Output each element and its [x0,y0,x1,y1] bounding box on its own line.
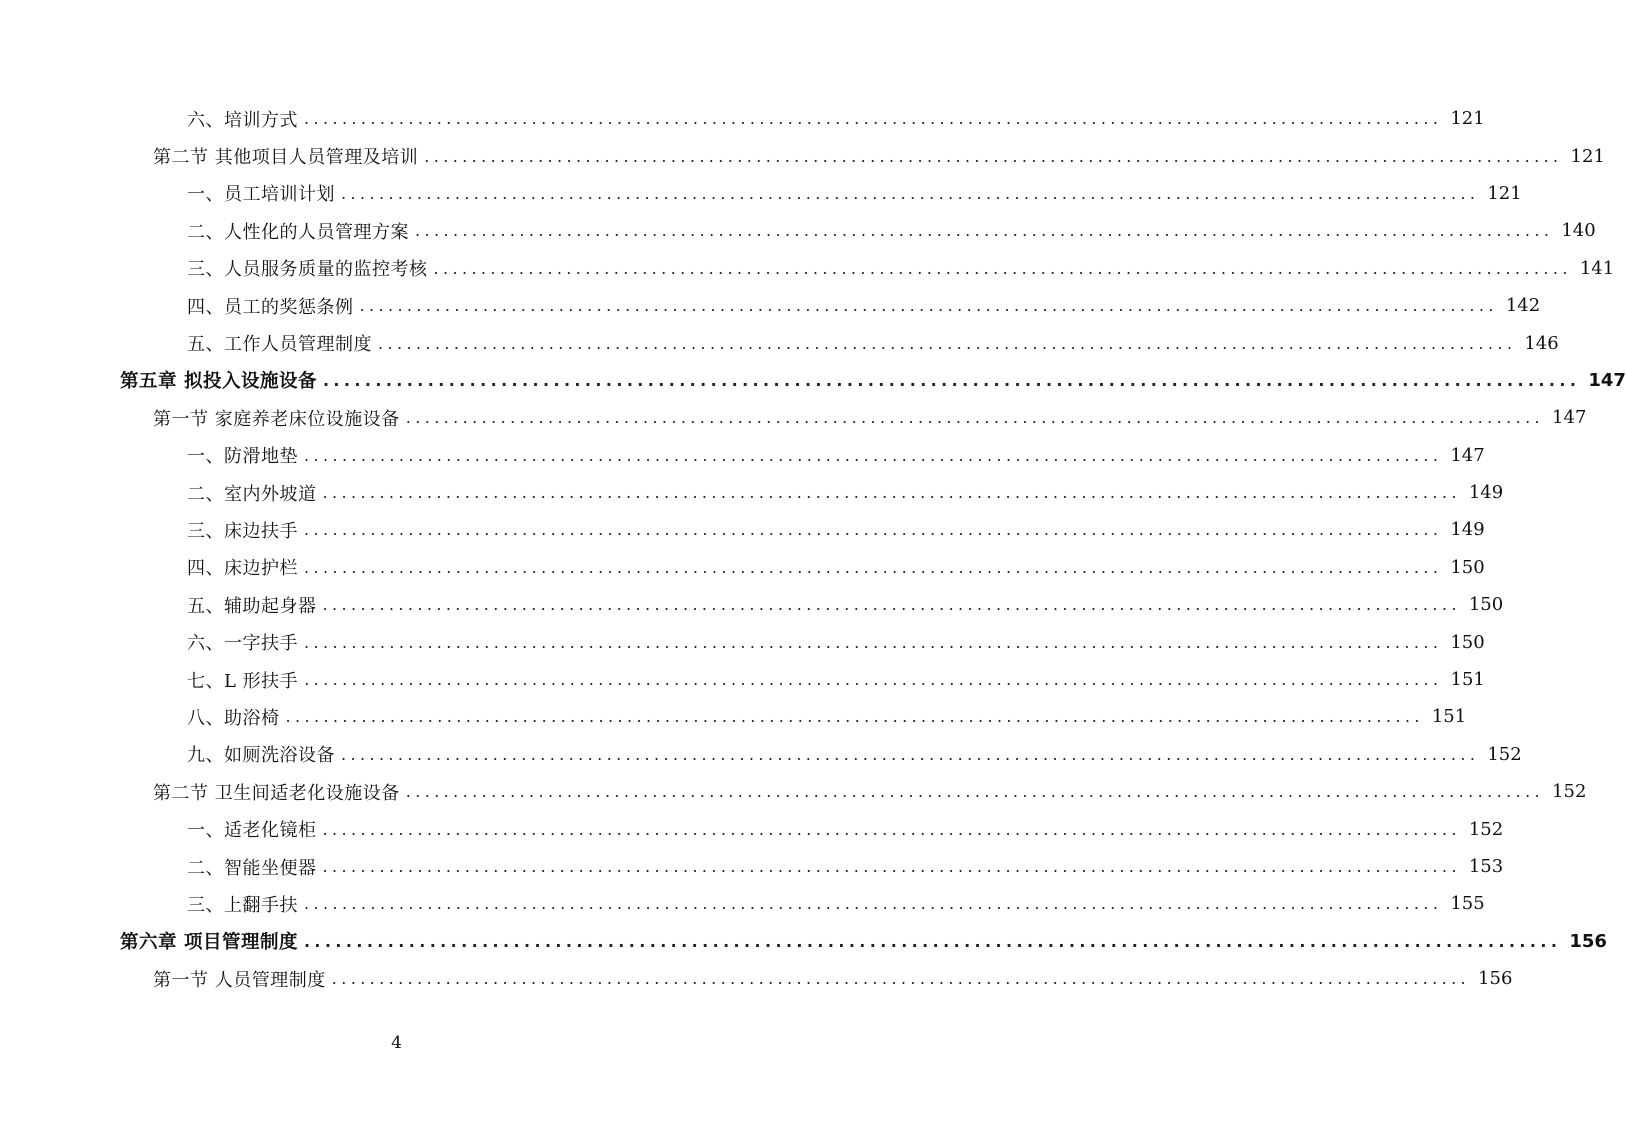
toc-entry-item[interactable] [0,623,1485,660]
toc-entry-item[interactable] [0,100,1485,137]
toc-entry-page: 142 [1505,295,1541,317]
toc-entry-section[interactable] [0,773,1587,810]
toc-entry-item[interactable] [0,885,1485,922]
toc-entry-page: 140 [1561,220,1596,242]
toc-leader-dots: ........................................................................................................................ [341,744,1480,764]
toc-entry-section[interactable] [0,960,1513,997]
toc-entry-item[interactable] [0,586,1504,623]
toc-entry-title: 一、防滑地垫 [187,446,298,468]
toc-entry-title: 七、L 形扶手 [187,670,299,692]
page-number: 4 [391,1033,402,1053]
toc-leader-dots: ........................................................................................................................ [405,408,1545,428]
toc-entry-page: 152 [1468,818,1504,840]
toc-entry-item[interactable] [0,287,1541,324]
toc-leader-dots: ........................................................................................................................ [424,146,1563,166]
toc-entry-title: 二、室内外坡道 [187,483,317,505]
toc-leader-dots: ........................................................................................................................ [378,333,1517,353]
toc-leader-dots: ........................................................................................................................ [331,969,1471,989]
toc-entry-item[interactable] [0,324,1559,361]
toc-entry-page: 150 [1450,556,1485,578]
toc-entry-section[interactable] [0,399,1587,436]
toc-entry-item[interactable] [0,661,1485,698]
toc-entry-title: 第六章 项目管理制度 [120,932,298,954]
toc-leader-dots: ........................................................................................................................ [322,819,1461,839]
toc-entry-title: 九、如厕洗浴设备 [187,745,335,767]
toc-leader-dots: ........................................................................................................................ [304,445,1443,465]
toc-entry-page: 147 [1450,444,1485,466]
toc-leader-dots: ........................................................................................................................ [303,931,1562,951]
toc-leader-dots: ........................................................................................................................ [341,183,1480,203]
toc-leader-dots: ........................................................................................................................ [322,857,1461,876]
toc-entry-item[interactable] [0,474,1504,511]
toc-entry-item[interactable] [0,736,1522,773]
toc-leader-dots: ........................................................................................................................ [322,483,1461,503]
toc-entry-section[interactable] [0,137,1605,174]
toc-leader-dots: ........................................................................................................................ [415,221,1554,241]
toc-entry-page: 121 [1570,145,1605,167]
toc-entry-page: 156 [1478,968,1513,990]
toc-leader-dots: ........................................................................................................................ [322,595,1461,615]
toc-entry-title: 一、员工培训计划 [187,184,335,206]
toc-entry-item[interactable] [0,212,1596,249]
toc-entry-page: 151 [1431,706,1467,728]
toc-entry-page: 149 [1468,482,1504,504]
toc-leader-dots: ........................................................................................................................ [304,109,1443,129]
toc-entry-page: 150 [1468,594,1504,616]
toc-leader-dots: ........................................................................................................................ [285,707,1424,727]
toc-entry-title: 四、员工的奖惩条例 [187,296,354,318]
table-of-contents [0,100,1626,997]
toc-entry-title: 五、工作人员管理制度 [187,334,372,356]
toc-entry-item[interactable] [0,250,1615,287]
toc-entry-item[interactable] [0,175,1522,212]
toc-entry-title: 二、智能坐便器 [187,857,317,879]
toc-entry-chapter[interactable] [0,923,1607,960]
toc-entry-title: 六、一字扶手 [187,633,298,655]
toc-entry-page: 149 [1450,519,1485,541]
toc-leader-dots: ........................................................................................................................ [304,557,1443,577]
toc-entry-title: 三、上翻手扶 [187,894,298,916]
toc-entry-item[interactable] [0,848,1504,885]
toc-entry-page: 152 [1487,743,1522,765]
toc-leader-dots: ........................................................................................................................ [359,296,1498,316]
toc-leader-dots: ........................................................................................................................ [304,632,1443,652]
toc-entry-page: 155 [1450,893,1485,915]
toc-entry-page: 147 [1588,369,1626,391]
toc-entry-title: 三、人员服务质量的监控考核 [187,259,428,281]
toc-leader-dots: ........................................................................................................................ [433,258,1572,278]
toc-leader-dots: ........................................................................................................................ [304,894,1443,914]
toc-entry-page: 153 [1468,856,1504,877]
toc-entry-page: 147 [1552,407,1587,429]
toc-entry-title: 八、助浴椅 [187,707,280,729]
toc-entry-title: 第五章 拟投入设施设备 [120,371,317,393]
toc-entry-page: 121 [1487,182,1522,204]
toc-entry-page: 151 [1450,669,1485,691]
toc-entry-item[interactable] [0,810,1504,847]
toc-entry-title: 第一节 人员管理制度 [153,969,326,991]
toc-entry-title: 一、适老化镜柜 [187,820,317,842]
toc-entry-title: 四、床边护栏 [187,558,298,580]
toc-entry-item[interactable] [0,437,1485,474]
toc-leader-dots: ........................................................................................................................ [304,670,1443,690]
toc-leader-dots: ........................................................................................................................ [405,782,1545,802]
toc-entry-title: 二、人性化的人员管理方案 [187,221,409,243]
toc-entry-item[interactable] [0,549,1485,586]
toc-leader-dots: ........................................................................................................................ [304,520,1443,540]
toc-entry-page: 121 [1450,108,1485,130]
toc-entry-page: 141 [1579,257,1615,279]
toc-entry-title: 五、辅助起身器 [187,595,317,617]
toc-entry-title: 六、培训方式 [187,109,298,131]
toc-entry-title: 第一节 家庭养老床位设施设备 [153,408,400,430]
toc-entry-chapter[interactable] [0,362,1626,399]
toc-entry-item[interactable] [0,698,1467,735]
toc-entry-title: 第二节 卫生间适老化设施设备 [153,782,400,804]
toc-entry-page: 152 [1552,781,1587,803]
toc-entry-page: 156 [1569,930,1607,952]
toc-entry-page: 146 [1524,332,1559,354]
toc-entry-item[interactable] [0,511,1485,548]
toc-entry-title: 第二节 其他项目人员管理及培训 [153,147,419,169]
toc-entry-page: 150 [1450,631,1485,653]
toc-leader-dots: ........................................................................................................................ [322,370,1581,390]
toc-entry-title: 三、床边扶手 [187,520,298,542]
